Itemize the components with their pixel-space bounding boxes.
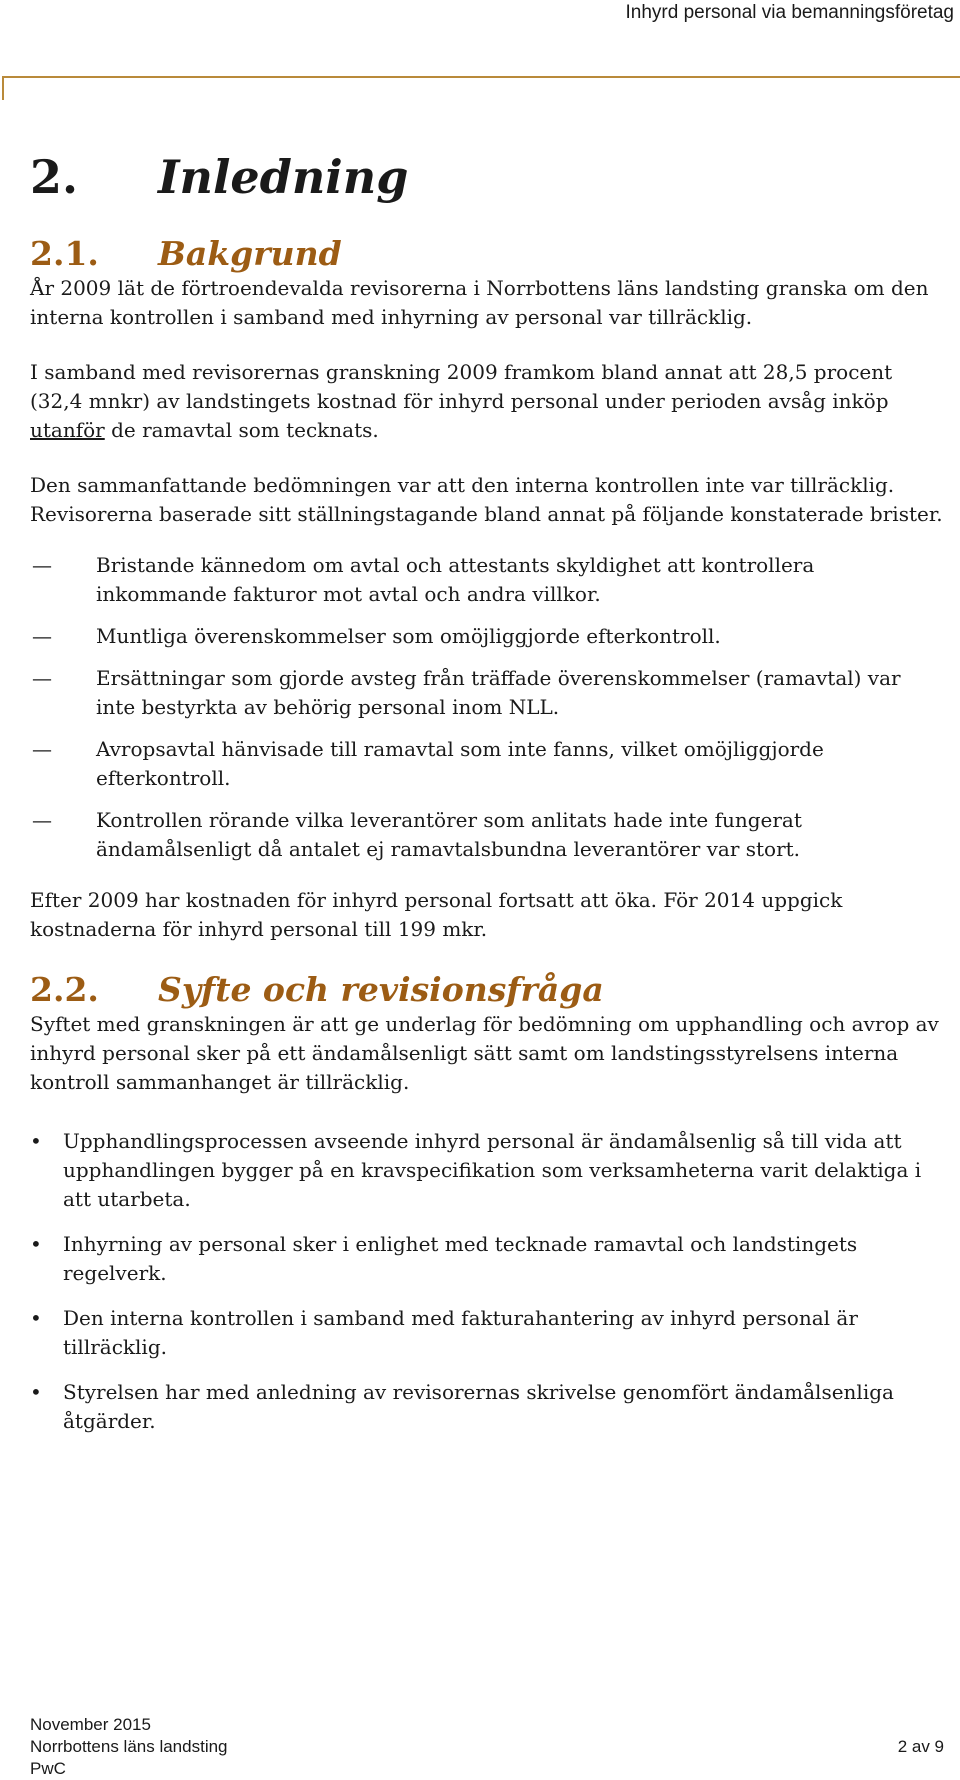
list-item-text: Muntliga överenskommelser som omöjliggjorde efterkontroll. xyxy=(96,624,721,648)
paragraph: Efter 2009 har kostnaden för inhyrd personal fortsatt att öka. För 2014 uppgick kostnaderna för inhyrd personal till 199 mkr. xyxy=(30,888,843,941)
section-number: 2.1. xyxy=(30,234,99,273)
list-item xyxy=(30,1378,945,1436)
dash-marker: — xyxy=(32,624,52,648)
findings-list xyxy=(30,551,945,864)
footer-organization: Norrbottens läns landsting xyxy=(30,1737,228,1756)
dash-marker: — xyxy=(32,737,52,761)
list-item-text: Bristande kännedom om avtal och attestants skyldighet att kontrollera inkommande fakturor mot avtal och andra villkor. xyxy=(96,553,815,606)
section-number: 2.2. xyxy=(30,970,99,1009)
list-item-text: Avropsavtal hänvisade till ramavtal som inte fanns, vilket omöjliggjorde efterkontroll. xyxy=(96,737,824,790)
footer-row xyxy=(30,1736,944,1758)
chapter-number: 2. xyxy=(30,150,79,204)
page-number: 2 av 9 xyxy=(897,1737,944,1756)
bullet-marker: • xyxy=(30,1380,42,1404)
footer-date: November 2015 xyxy=(30,1715,151,1734)
list-item xyxy=(30,735,945,793)
bullet-marker: • xyxy=(30,1129,42,1153)
list-item xyxy=(30,1230,945,1288)
dash-marker: — xyxy=(32,808,52,832)
paragraph xyxy=(30,358,945,445)
list-item xyxy=(30,806,945,864)
list-item-text: Styrelsen har med anledning av revisorernas skrivelse genomfört ändamålsenliga åtgärder. xyxy=(63,1380,894,1433)
list-item xyxy=(30,622,945,651)
underlined-text: utanför xyxy=(30,418,105,442)
chapter-heading xyxy=(30,150,945,204)
list-item xyxy=(30,1304,945,1362)
list-item-text: Ersättningar som gjorde avsteg från träffade överenskommelser (ramavtal) var inte bestyrkta av behörig personal inom NLL. xyxy=(96,666,901,719)
list-item xyxy=(30,551,945,609)
section-heading-syfte xyxy=(30,970,945,1010)
list-item-text: Inhyrning av personal sker i enlighet med tecknade ramavtal och landstingets regelverk. xyxy=(63,1232,858,1285)
bullet-marker: • xyxy=(30,1232,42,1256)
dash-marker: — xyxy=(32,666,52,690)
page-body xyxy=(30,150,945,1452)
running-header-title: Inhyrd personal via bemanningsföretag xyxy=(625,2,954,23)
header-rule xyxy=(2,76,960,78)
list-item xyxy=(30,664,945,722)
paragraph: Den sammanfattande bedömningen var att den interna kontrollen inte var tillräcklig. Revisorerna baserade sitt ställningstagande bland annat på följande konstaterade brister. xyxy=(30,473,943,526)
paragraph: Syftet med granskningen är att ge underlag för bedömning om upphandling och avrop av inhyrd personal sker på ett ändamålsenligt sätt samt om landstingsstyrelsens interna kontroll sammanhanget är tillräcklig. xyxy=(30,1012,939,1094)
footer-firm: PwC xyxy=(30,1759,66,1778)
list-item-text: Upphandlingsprocessen avseende inhyrd personal är ändamålsenlig så till vida att upphandlingen bygger på en kravspecifikation som verksamheterna varit delaktiga i att utarbeta. xyxy=(63,1129,922,1211)
list-item xyxy=(30,1127,945,1214)
bullet-marker: • xyxy=(30,1306,42,1330)
list-item-text: Kontrollen rörande vilka leverantörer som anlitats hade inte fungerat ändamålsenligt då antalet ej ramavtalsbundna leverantörer var stort. xyxy=(96,808,802,861)
section-title: Syfte och revisionsfråga xyxy=(158,970,604,1009)
paragraph-text: I samband med revisorernas granskning 2009 framkom bland annat att 28,5 procent (32,4 mnkr) av landstingets kostnad för inhyrd personal under perioden avsåg inköp xyxy=(30,360,893,413)
chapter-title: Inledning xyxy=(158,150,409,204)
criteria-list xyxy=(30,1127,945,1436)
section-heading-bakgrund xyxy=(30,234,945,274)
list-item-text: Den interna kontrollen i samband med fakturahantering av inhyrd personal är tillräcklig. xyxy=(63,1306,858,1359)
dash-marker: — xyxy=(32,553,52,577)
section-title: Bakgrund xyxy=(158,234,342,273)
paragraph: År 2009 lät de förtroendevalda revisorerna i Norrbottens läns landsting granska om den interna kontrollen i samband med inhyrning av personal var tillräcklig. xyxy=(30,276,929,329)
header-rule-tick xyxy=(2,76,4,100)
paragraph-text: de ramavtal som tecknats. xyxy=(104,418,379,442)
page-footer xyxy=(30,1714,944,1780)
